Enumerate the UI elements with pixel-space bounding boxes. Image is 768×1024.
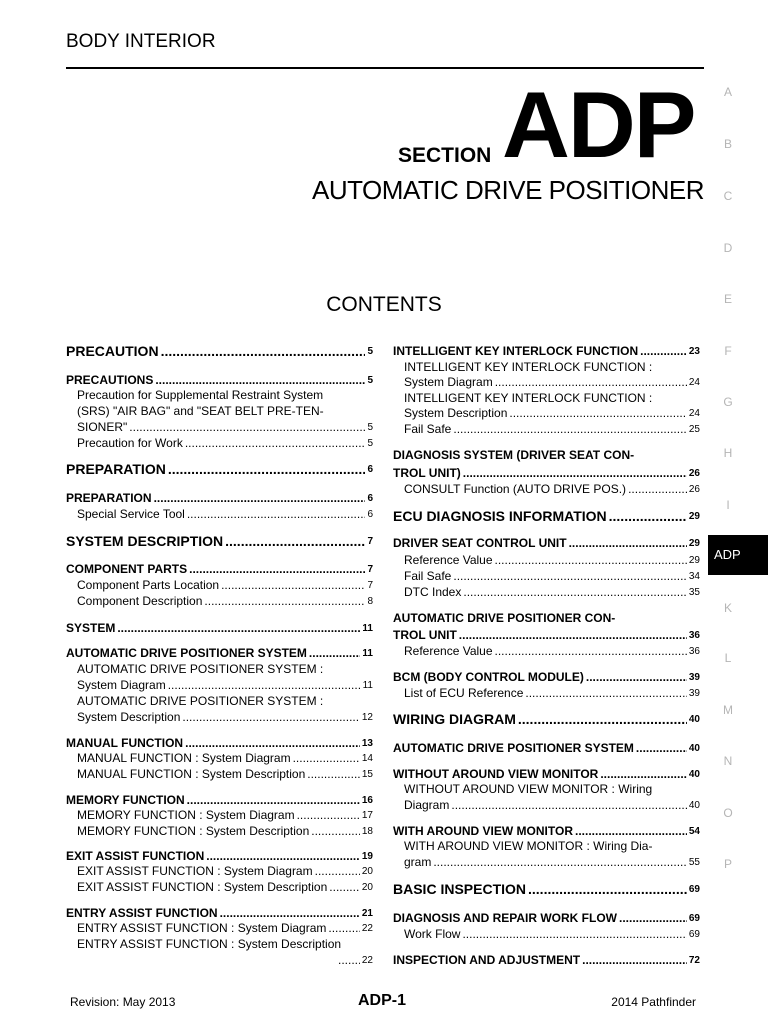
tab-n[interactable]: N <box>723 754 733 768</box>
toc-text: (SRS) "AIR BAG" and "SEAT BELT PRE-TEN- <box>77 404 324 418</box>
toc-entry[interactable]: Special Service Tool ..... 6 <box>66 507 373 522</box>
footer-revision: Revision: May 2013 <box>70 995 176 1009</box>
tab-k[interactable]: K <box>723 601 732 615</box>
toc-entry[interactable]: DIAGNOSIS AND REPAIR WORK FLOW ..... 69 <box>393 911 700 926</box>
toc-entry[interactable]: EXIT ASSIST FUNCTION : System Description ..... 20 <box>66 880 373 895</box>
section-title: AUTOMATIC DRIVE POSITIONER <box>312 175 704 205</box>
toc-text: WITHOUT AROUND VIEW MONITOR : Wiring <box>404 782 653 796</box>
toc-entry[interactable]: System Description ..... 12 <box>66 710 373 725</box>
toc-text: AUTOMATIC DRIVE POSITIONER SYSTEM : <box>77 662 324 676</box>
footer-page-id: ADP-1 <box>358 992 407 1009</box>
toc-text: AUTOMATIC DRIVE POSITIONER CON- <box>393 611 616 625</box>
toc-entry[interactable]: MANUAL FUNCTION ..... 13 <box>66 736 373 751</box>
toc-entry[interactable]: MEMORY FUNCTION : System Diagram ..... 17 <box>66 808 373 823</box>
toc-entry[interactable]: Fail Safe ..... 34 <box>393 569 700 584</box>
toc-entry[interactable]: ENTRY ASSIST FUNCTION ..... 21 <box>66 906 373 921</box>
tab-d[interactable]: D <box>723 241 733 255</box>
toc-entry[interactable]: AUTOMATIC DRIVE POSITIONER SYSTEM ..... 40 <box>393 741 700 756</box>
toc-entry[interactable]: COMPONENT PARTS ..... 7 <box>66 562 373 577</box>
tab-p[interactable]: P <box>723 857 732 871</box>
toc-entry[interactable]: Fail Safe ..... 25 <box>393 422 700 437</box>
toc-entry[interactable]: PREPARATION ..... 6 <box>66 491 373 506</box>
toc-entry[interactable]: ..... 22 <box>66 953 373 968</box>
toc-entry[interactable]: Reference Value ..... 29 <box>393 553 700 568</box>
toc-text: WITH AROUND VIEW MONITOR : Wiring Dia- <box>404 839 653 853</box>
header-category: BODY INTERIOR <box>66 31 216 52</box>
toc-entry[interactable]: SIONER" ..... 5 <box>66 420 373 435</box>
toc-text: Precaution for Supplemental Restraint System <box>77 388 324 402</box>
toc-entry[interactable]: MANUAL FUNCTION : System Diagram ..... 14 <box>66 751 373 766</box>
toc-entry[interactable]: Precaution for Work ..... 5 <box>66 436 373 451</box>
toc-entry[interactable]: CONSULT Function (AUTO DRIVE POS.) ..... 26 <box>393 482 700 497</box>
toc-entry[interactable]: AUTOMATIC DRIVE POSITIONER SYSTEM ..... 11 <box>66 646 373 661</box>
tab-e[interactable]: E <box>723 292 732 306</box>
toc-text: AUTOMATIC DRIVE POSITIONER SYSTEM : <box>77 694 324 708</box>
toc-entry[interactable]: DRIVER SEAT CONTROL UNIT ..... 29 <box>393 536 700 551</box>
tab-h[interactable]: H <box>723 446 733 460</box>
tab-b[interactable]: B <box>723 137 732 151</box>
toc-text: INTELLIGENT KEY INTERLOCK FUNCTION : <box>404 360 653 374</box>
toc-entry[interactable]: INSPECTION AND ADJUSTMENT ..... 72 <box>393 953 700 968</box>
toc-entry[interactable]: Diagram ..... 40 <box>393 798 700 813</box>
header-divider <box>66 67 704 69</box>
toc-entry[interactable]: BASIC INSPECTION ..... 69 <box>393 882 700 897</box>
tab-o[interactable]: O <box>723 806 733 820</box>
toc-entry[interactable]: BCM (BODY CONTROL MODULE) ..... 39 <box>393 670 700 685</box>
toc-entry[interactable]: MEMORY FUNCTION ..... 16 <box>66 793 373 808</box>
tab-c[interactable]: C <box>723 189 733 203</box>
toc-entry[interactable]: PREPARATION ..... 6 <box>66 462 373 477</box>
tab-l[interactable]: L <box>724 651 732 665</box>
contents-heading: CONTENTS <box>326 293 442 316</box>
toc-entry[interactable]: SYSTEM ..... 11 <box>66 621 373 636</box>
toc-entry[interactable]: INTELLIGENT KEY INTERLOCK FUNCTION ..... 23 <box>393 344 700 359</box>
footer-model: 2014 Pathfinder <box>611 995 696 1009</box>
toc-entry[interactable]: WIRING DIAGRAM ..... 40 <box>393 712 700 727</box>
toc-text: INTELLIGENT KEY INTERLOCK FUNCTION : <box>404 391 653 405</box>
toc-entry[interactable]: MEMORY FUNCTION : System Description ..... 18 <box>66 824 373 839</box>
toc-entry[interactable]: PRECAUTIONS ..... 5 <box>66 373 373 388</box>
toc-entry[interactable]: ENTRY ASSIST FUNCTION : System Diagram ..... 22 <box>66 921 373 936</box>
tab-f[interactable]: F <box>724 344 732 358</box>
toc-entry[interactable]: gram ..... 55 <box>393 855 700 870</box>
toc-entry[interactable]: Reference Value ..... 36 <box>393 644 700 659</box>
toc-entry[interactable]: TROL UNIT ..... 36 <box>393 628 700 643</box>
toc-entry[interactable]: Work Flow ..... 69 <box>393 927 700 942</box>
toc-entry[interactable]: DTC Index ..... 35 <box>393 585 700 600</box>
tab-a[interactable]: A <box>723 85 732 99</box>
toc-entry[interactable]: PRECAUTION ..... 5 <box>66 344 373 359</box>
toc-entry[interactable]: Component Parts Location ..... 7 <box>66 578 373 593</box>
toc-entry[interactable]: TROL UNIT) ..... 26 <box>393 466 700 481</box>
toc-entry[interactable]: WITHOUT AROUND VIEW MONITOR ..... 40 <box>393 767 700 782</box>
toc-entry[interactable]: WITH AROUND VIEW MONITOR ..... 54 <box>393 824 700 839</box>
toc-entry[interactable]: MANUAL FUNCTION : System Description ..... 15 <box>66 767 373 782</box>
toc-text: ENTRY ASSIST FUNCTION : System Description <box>77 937 342 951</box>
toc-text: DIAGNOSIS SYSTEM (DRIVER SEAT CON- <box>393 448 635 462</box>
toc-entry[interactable]: System Description ..... 24 <box>393 406 700 421</box>
toc-entry[interactable]: EXIT ASSIST FUNCTION ..... 19 <box>66 849 373 864</box>
toc-entry[interactable]: EXIT ASSIST FUNCTION : System Diagram ..... 20 <box>66 864 373 879</box>
toc-entry[interactable]: Component Description ..... 8 <box>66 594 373 609</box>
section-label: SECTION <box>398 144 492 167</box>
toc-entry[interactable]: System Diagram ..... 24 <box>393 375 700 390</box>
toc-entry[interactable]: List of ECU Reference ..... 39 <box>393 686 700 701</box>
section-code: ADP <box>502 72 695 177</box>
tab-m[interactable]: M <box>723 703 733 717</box>
tab-adp-active[interactable]: ADP <box>708 535 768 575</box>
toc-entry[interactable]: ECU DIAGNOSIS INFORMATION ..... 29 <box>393 509 700 524</box>
tab-g[interactable]: G <box>723 395 733 409</box>
toc-entry[interactable]: SYSTEM DESCRIPTION ..... 7 <box>66 534 373 549</box>
tab-i[interactable]: I <box>726 498 730 512</box>
toc-entry[interactable]: System Diagram ..... 11 <box>66 678 373 693</box>
